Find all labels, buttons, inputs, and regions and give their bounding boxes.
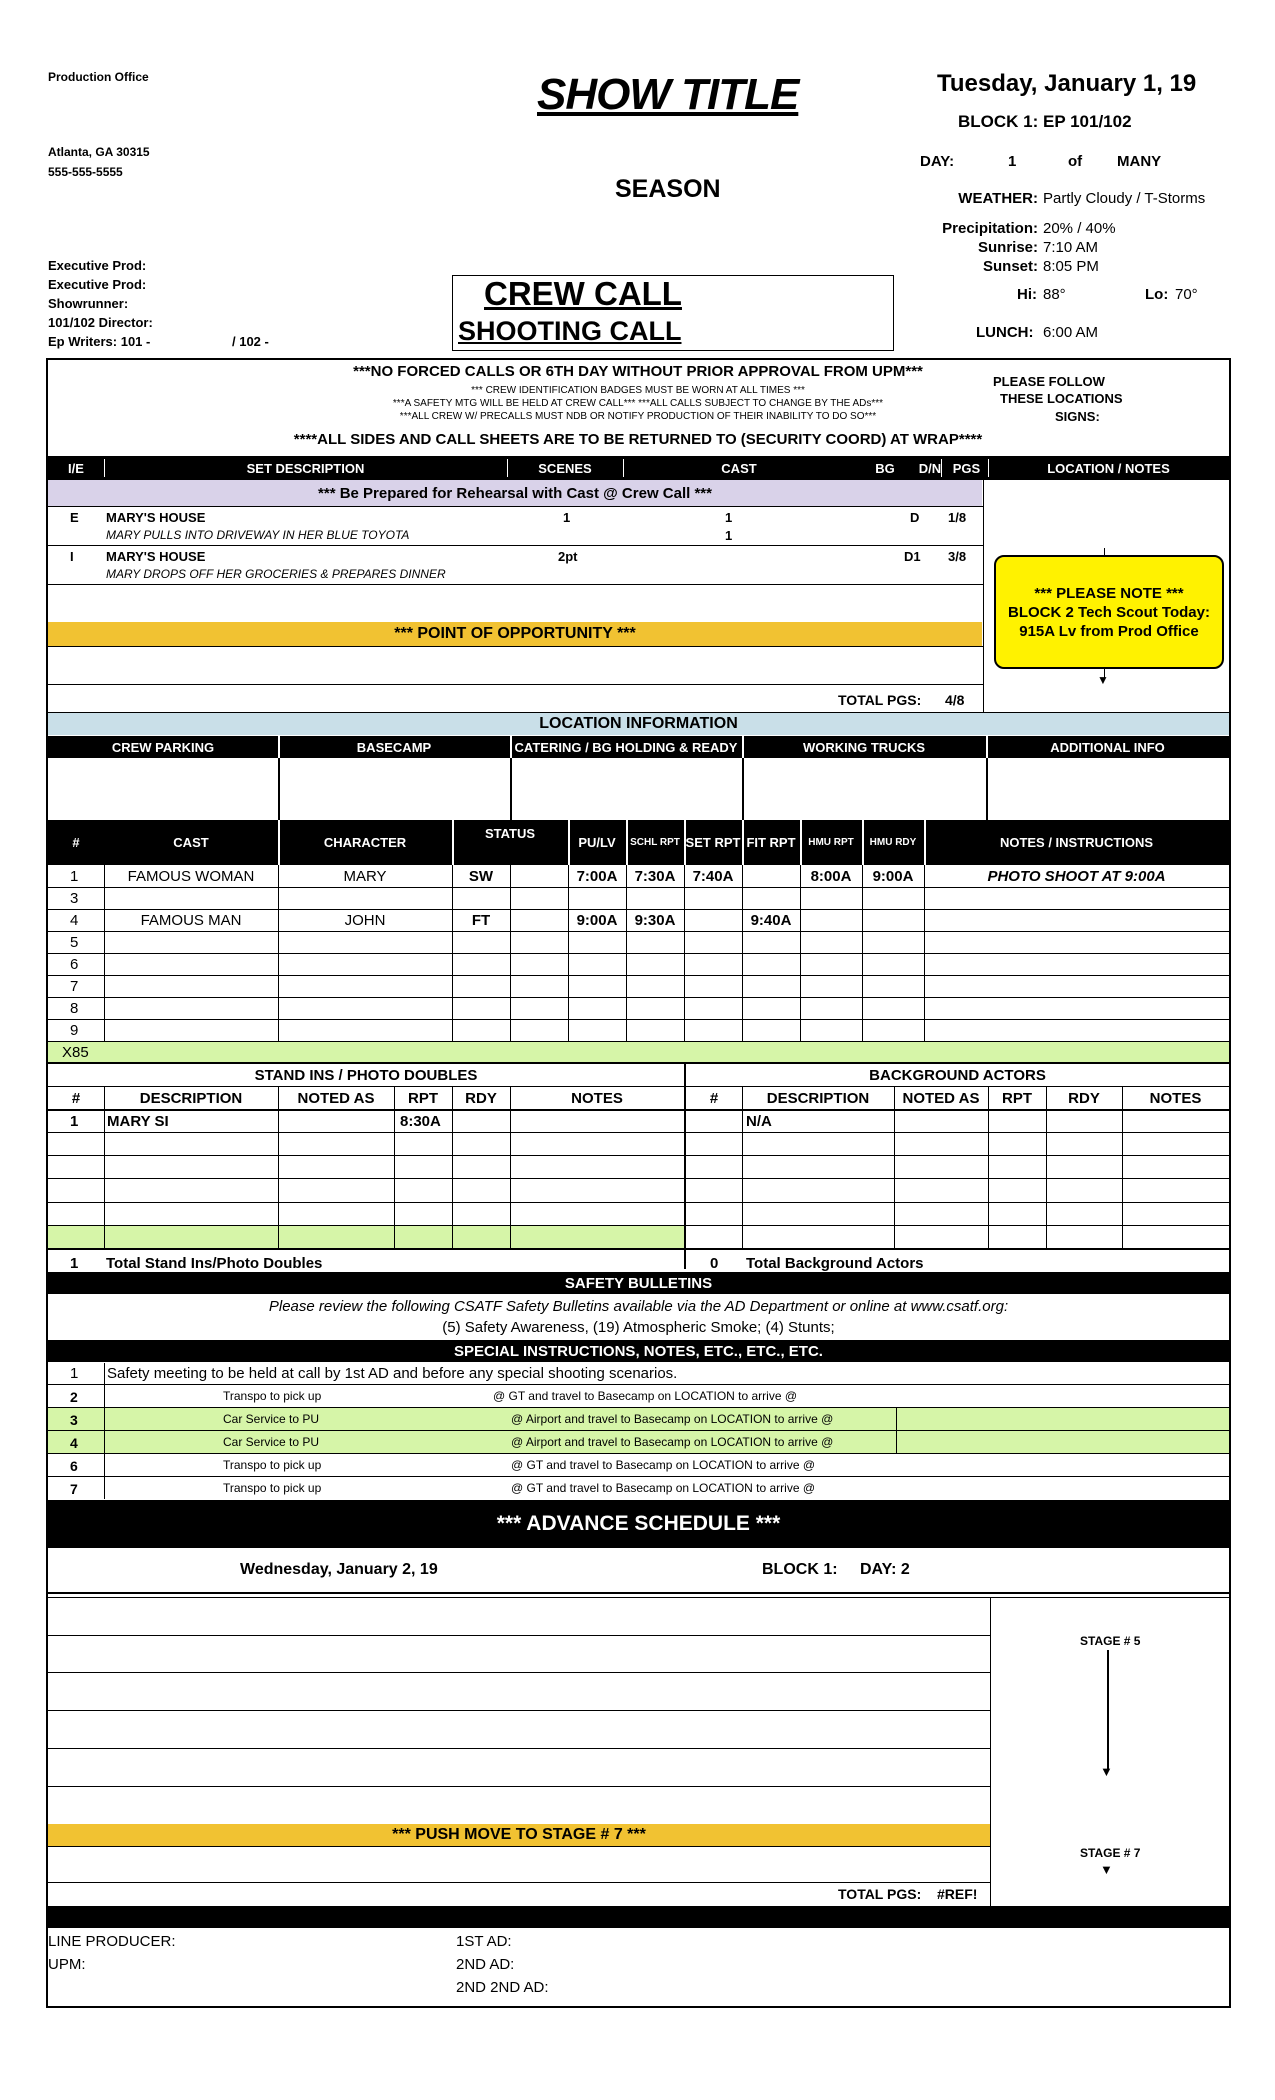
col-notes-instructions: NOTES / INSTRUCTIONS <box>999 835 1154 850</box>
cast-row[interactable] <box>48 953 1229 975</box>
col-scenes: SCENES <box>538 460 592 476</box>
col-fit-rpt: FIT RPT <box>746 835 796 850</box>
standins-col-rdy: RDY <box>465 1089 497 1107</box>
special-row[interactable] <box>48 1408 1229 1430</box>
background-col-num: # <box>709 1089 719 1107</box>
first-ad-label: 1ST AD: <box>456 1933 512 1950</box>
notice-safety-meeting: ***A SAFETY MTG WILL BE HELD AT CREW CALL*** ***ALL CALLS SUBJECT TO CHANGE BY THE ADs*** <box>392 398 884 409</box>
cast-header <box>48 820 1229 865</box>
standins-total-num: 1 <box>70 1255 79 1272</box>
standins-col-rpt: RPT <box>408 1089 438 1107</box>
ep-writers-102: / 102 - <box>232 334 269 349</box>
sunset-label: Sunset: <box>982 258 1038 275</box>
background-total-num: 0 <box>710 1255 719 1272</box>
advance-block: BLOCK 1: <box>762 1561 838 1578</box>
special-row[interactable] <box>48 1431 1229 1453</box>
cast-schl: 7:30A <box>634 867 676 885</box>
col-character: CHARACTER <box>323 835 407 850</box>
special-route: @ Airport and travel to Basecamp on LOCATION to arrive @ <box>511 1412 834 1426</box>
sunset-value: 8:05 PM <box>1043 258 1099 275</box>
special-title: SPECIAL INSTRUCTIONS, NOTES, ETC., ETC., ETC. <box>48 1340 1229 1362</box>
scene-dn: D <box>910 510 920 525</box>
notice-sides-return: ****ALL SIDES AND CALL SHEETS ARE TO BE RETURNED TO (SECURITY COORD) AT WRAP**** <box>293 431 983 448</box>
cast-num: 3 <box>70 890 79 907</box>
block-ep: BLOCK 1: EP 101/102 <box>958 112 1132 131</box>
special-num: 2 <box>70 1389 78 1405</box>
special-pickup: Transpo to pick up <box>223 1458 322 1472</box>
cast-num: 1 <box>70 868 79 885</box>
cast-rdy: 9:00A <box>872 867 914 885</box>
credit-director: 101/102 Director: <box>48 315 153 330</box>
cast-pu: 9:00A <box>576 911 618 929</box>
second-ad-label: 2ND AD: <box>456 1956 515 1973</box>
special-row[interactable] <box>48 1385 1229 1407</box>
scene-cast: 1 <box>725 510 733 525</box>
cast-row[interactable] <box>48 931 1229 953</box>
phone: 555-555-5555 <box>48 165 123 179</box>
standins-green-row <box>48 1226 684 1248</box>
standins-col-num: # <box>71 1089 81 1107</box>
follow-signs-1: PLEASE FOLLOW <box>993 374 1105 389</box>
col-set-rpt: SET RPT <box>685 835 741 850</box>
safety-line-1: Please review the following CSATF Safety Bulletins available via the AD Department or online at www.csatf.org: <box>268 1298 1009 1315</box>
upm-label: UPM: <box>48 1956 86 1973</box>
down-arrow-icon: ▼ <box>1097 673 1109 687</box>
cast-extra-label: X85 <box>62 1044 89 1061</box>
standins-rpt: 8:30A <box>400 1113 441 1130</box>
background-col-rdy: RDY <box>1068 1089 1100 1107</box>
cast-row[interactable] <box>48 1019 1229 1041</box>
background-header <box>686 1087 1229 1109</box>
production-office: Production Office <box>48 70 149 84</box>
col-cast-name: CAST <box>173 835 209 850</box>
precip-label: Precipitation: <box>942 220 1038 237</box>
ep-writers-label: Ep Writers: 101 - <box>48 334 151 349</box>
cast-character: JOHN <box>344 911 386 929</box>
rehearsal-banner: *** Be Prepared for Rehearsal with Cast @ Crew Call *** <box>48 480 982 506</box>
lunch-value: 6:00 AM <box>1043 324 1099 341</box>
credit-exec-prod-1: Executive Prod: <box>48 258 147 273</box>
day-label: DAY: <box>920 153 955 170</box>
cast-extra-row <box>48 1042 1229 1062</box>
stage-7-label: STAGE # 7 <box>1080 1846 1141 1860</box>
sunrise-label: Sunrise: <box>977 239 1038 256</box>
col-hmu-rpt: HMU RPT <box>808 837 854 848</box>
scene-number: 1 <box>563 510 571 525</box>
season: SEASON <box>615 175 721 203</box>
scene-row[interactable] <box>48 545 982 584</box>
cast-fit: 9:40A <box>750 911 792 929</box>
standins-title: STAND INS / PHOTO DOUBLES <box>254 1066 478 1084</box>
notice-badges: *** CREW IDENTIFICATION BADGES MUST BE WORN AT ALL TIMES *** <box>471 385 805 396</box>
standins-col-noted: NOTED AS <box>297 1089 375 1107</box>
cast-pu: 7:00A <box>576 867 618 885</box>
special-pickup: Car Service to PU <box>223 1435 320 1449</box>
please-note-box <box>994 555 1224 669</box>
background-col-desc: DESCRIPTION <box>766 1089 870 1107</box>
background-col-rpt: RPT <box>1002 1089 1032 1107</box>
stage-arrow-icon: ▼ <box>1100 1764 1113 1779</box>
please-note-line-3: 915A Lv from Prod Office <box>1019 622 1199 640</box>
col-pu-lv: PU/LV <box>578 835 616 850</box>
sunrise-value: 7:10 AM <box>1043 239 1099 256</box>
cast-row[interactable] <box>48 909 1229 931</box>
please-note-line-2: BLOCK 2 Tech Scout Today: <box>1008 603 1210 621</box>
col-working-trucks: WORKING TRUCKS <box>802 739 926 755</box>
cast-status: SW <box>468 867 494 885</box>
push-move-banner: *** PUSH MOVE TO STAGE # 7 *** <box>48 1824 990 1846</box>
footer-black-bar <box>48 1906 1229 1928</box>
please-note-title: *** PLEASE NOTE *** <box>1034 584 1184 602</box>
special-text: Safety meeting to be held at call by 1st AD and before any special shooting scenarios. <box>107 1365 678 1382</box>
scene-ie: I <box>70 549 74 564</box>
shooting-call-title: SHOOTING CALL <box>458 316 682 346</box>
special-row[interactable] <box>48 1454 1229 1476</box>
col-additional-info: ADDITIONAL INFO <box>1050 739 1165 755</box>
special-route: @ GT and travel to Basecamp on LOCATION to arrive @ <box>493 1389 798 1403</box>
scene-set: MARY'S HOUSE <box>106 549 206 564</box>
scene-desc: MARY PULLS INTO DRIVEWAY IN HER BLUE TOYOTA <box>106 528 410 542</box>
special-route: @ GT and travel to Basecamp on LOCATION to arrive @ <box>511 1481 816 1495</box>
scene-cast-2: 1 <box>725 528 733 543</box>
lunch-label: LUNCH: <box>976 324 1034 341</box>
hi-label: Hi: <box>1017 286 1037 303</box>
special-num: 3 <box>70 1412 78 1428</box>
special-row[interactable] <box>48 1363 1229 1384</box>
stage-5-label: STAGE # 5 <box>1080 1634 1141 1648</box>
lo-label: Lo: <box>1145 286 1169 303</box>
col-catering: CATERING / BG HOLDING & READY <box>514 739 738 755</box>
cast-num: 4 <box>70 912 79 929</box>
special-pickup: Car Service to PU <box>223 1412 320 1426</box>
scene-number: 2pt <box>558 549 578 564</box>
location-header <box>48 736 1229 758</box>
safety-line-2: (5) Safety Awareness, (19) Atmospheric Smoke; (4) Stunts; <box>442 1319 835 1336</box>
col-ie: I/E <box>68 460 84 476</box>
cast-notes: PHOTO SHOOT AT 9:00A <box>987 867 1166 885</box>
notice-precalls: ***ALL CREW W/ PRECALLS MUST NDB OR NOTIFY PRODUCTION OF THEIR INABILITY TO DO SO*** <box>399 411 877 422</box>
cast-status: FT <box>471 911 491 929</box>
opportunity-banner: *** POINT OF OPPORTUNITY *** <box>48 622 982 646</box>
col-dn: D/N <box>918 460 942 476</box>
cast-num: 9 <box>70 1022 79 1039</box>
col-schl-rpt: SCHL RPT <box>630 837 680 848</box>
show-title: SHOW TITLE <box>537 70 799 119</box>
standins-row[interactable] <box>48 1111 684 1132</box>
background-desc: N/A <box>746 1113 772 1130</box>
scene-dn: D1 <box>904 549 921 564</box>
advance-title: *** ADVANCE SCHEDULE *** <box>48 1500 1229 1548</box>
col-basecamp: BASECAMP <box>356 739 432 755</box>
standins-num: 1 <box>70 1113 79 1130</box>
weather-value: Partly Cloudy / T-Storms <box>1043 190 1206 207</box>
col-bg: BG <box>875 460 895 476</box>
cast-row[interactable] <box>48 997 1229 1019</box>
line-producer-label: LINE PRODUCER: <box>48 1933 176 1950</box>
scene-pgs: 1/8 <box>948 510 967 525</box>
background-row[interactable] <box>686 1111 1229 1132</box>
notice-forced-calls: ***NO FORCED CALLS OR 6TH DAY WITHOUT PRIOR APPROVAL FROM UPM*** <box>353 363 923 380</box>
special-route: @ GT and travel to Basecamp on LOCATION to arrive @ <box>511 1458 816 1472</box>
address-city: Atlanta, GA 30315 <box>48 145 150 159</box>
cast-character: MARY <box>343 867 387 885</box>
scene-desc: MARY DROPS OFF HER GROCERIES & PREPARES DINNER <box>106 567 446 581</box>
crew-call-title: CREW CALL <box>484 275 682 312</box>
weather-label: WEATHER: <box>958 190 1038 207</box>
precip-value: 20% / 40% <box>1043 220 1116 237</box>
col-location-notes: LOCATION / NOTES <box>1047 460 1170 476</box>
col-status: STATUS <box>484 825 536 841</box>
advance-total-value: #REF! <box>937 1886 978 1902</box>
advance-total-label: TOTAL PGS: <box>838 1886 922 1902</box>
scene-ie: E <box>70 510 79 525</box>
background-title: BACKGROUND ACTORS <box>869 1066 1046 1084</box>
background-total-label: Total Background Actors <box>746 1255 924 1272</box>
col-pgs: PGS <box>952 460 981 476</box>
standins-col-notes: NOTES <box>571 1089 623 1107</box>
standins-desc: MARY SI <box>107 1113 169 1130</box>
standins-total-label: Total Stand Ins/Photo Doubles <box>106 1255 323 1272</box>
scenes-header <box>48 456 1229 480</box>
advance-date: Wednesday, January 2, 19 <box>240 1561 438 1578</box>
advance-day: DAY: 2 <box>860 1561 910 1578</box>
scenes-total-value: 4/8 <box>945 692 965 708</box>
cast-name: FAMOUS WOMAN <box>127 867 255 885</box>
col-set-description: SET DESCRIPTION <box>246 460 365 476</box>
special-num: 4 <box>70 1435 78 1451</box>
credit-exec-prod-2: Executive Prod: <box>48 277 147 292</box>
special-num: 1 <box>70 1365 79 1382</box>
second-second-ad-label: 2ND 2ND AD: <box>456 1979 549 1996</box>
cast-schl: 9:30A <box>634 911 676 929</box>
cast-name: FAMOUS MAN <box>140 911 242 929</box>
standins-header <box>48 1087 684 1109</box>
col-cast-num: # <box>72 835 80 850</box>
day-number: 1 <box>1008 153 1017 170</box>
background-col-noted: NOTED AS <box>902 1089 980 1107</box>
day-of-label: of <box>1068 153 1083 170</box>
day-total: MANY <box>1117 153 1162 170</box>
special-pickup: Transpo to pick up <box>223 1481 322 1495</box>
special-row[interactable] <box>48 1477 1229 1499</box>
lo-value: 70° <box>1175 286 1198 303</box>
col-crew-parking: CREW PARKING <box>111 739 215 755</box>
location-info-title: LOCATION INFORMATION <box>48 713 1229 735</box>
cast-hmu: 8:00A <box>810 867 852 885</box>
cast-num: 7 <box>70 978 79 995</box>
scene-pgs: 3/8 <box>948 549 967 564</box>
background-col-notes: NOTES <box>1149 1089 1202 1107</box>
stage-7-arrow-icon: ▼ <box>1100 1862 1113 1877</box>
special-route: @ Airport and travel to Basecamp on LOCATION to arrive @ <box>511 1435 834 1449</box>
cast-row[interactable] <box>48 975 1229 997</box>
scene-set: MARY'S HOUSE <box>106 510 206 525</box>
follow-signs-2: THESE LOCATIONS <box>1000 391 1123 406</box>
cast-set: 7:40A <box>692 867 734 885</box>
safety-title: SAFETY BULLETINS <box>48 1272 1229 1294</box>
col-cast: CAST <box>721 460 757 476</box>
follow-signs-3: SIGNS: <box>1055 409 1100 424</box>
credit-showrunner: Showrunner: <box>48 296 129 311</box>
cast-row[interactable] <box>48 865 1229 887</box>
scene-row[interactable] <box>48 506 982 545</box>
col-hmu-rdy: HMU RDY <box>869 837 917 848</box>
special-num: 7 <box>70 1481 78 1497</box>
cast-num: 6 <box>70 956 79 973</box>
cast-row[interactable] <box>48 887 1229 909</box>
hi-value: 88° <box>1043 286 1066 303</box>
scenes-total-label: TOTAL PGS: <box>838 692 922 708</box>
cast-num: 5 <box>70 934 79 951</box>
special-pickup: Transpo to pick up <box>223 1389 322 1403</box>
special-num: 6 <box>70 1458 78 1474</box>
shoot-date: Tuesday, January 1, 19 <box>937 70 1197 97</box>
standins-col-desc: DESCRIPTION <box>139 1089 243 1107</box>
cast-num: 8 <box>70 1000 79 1017</box>
